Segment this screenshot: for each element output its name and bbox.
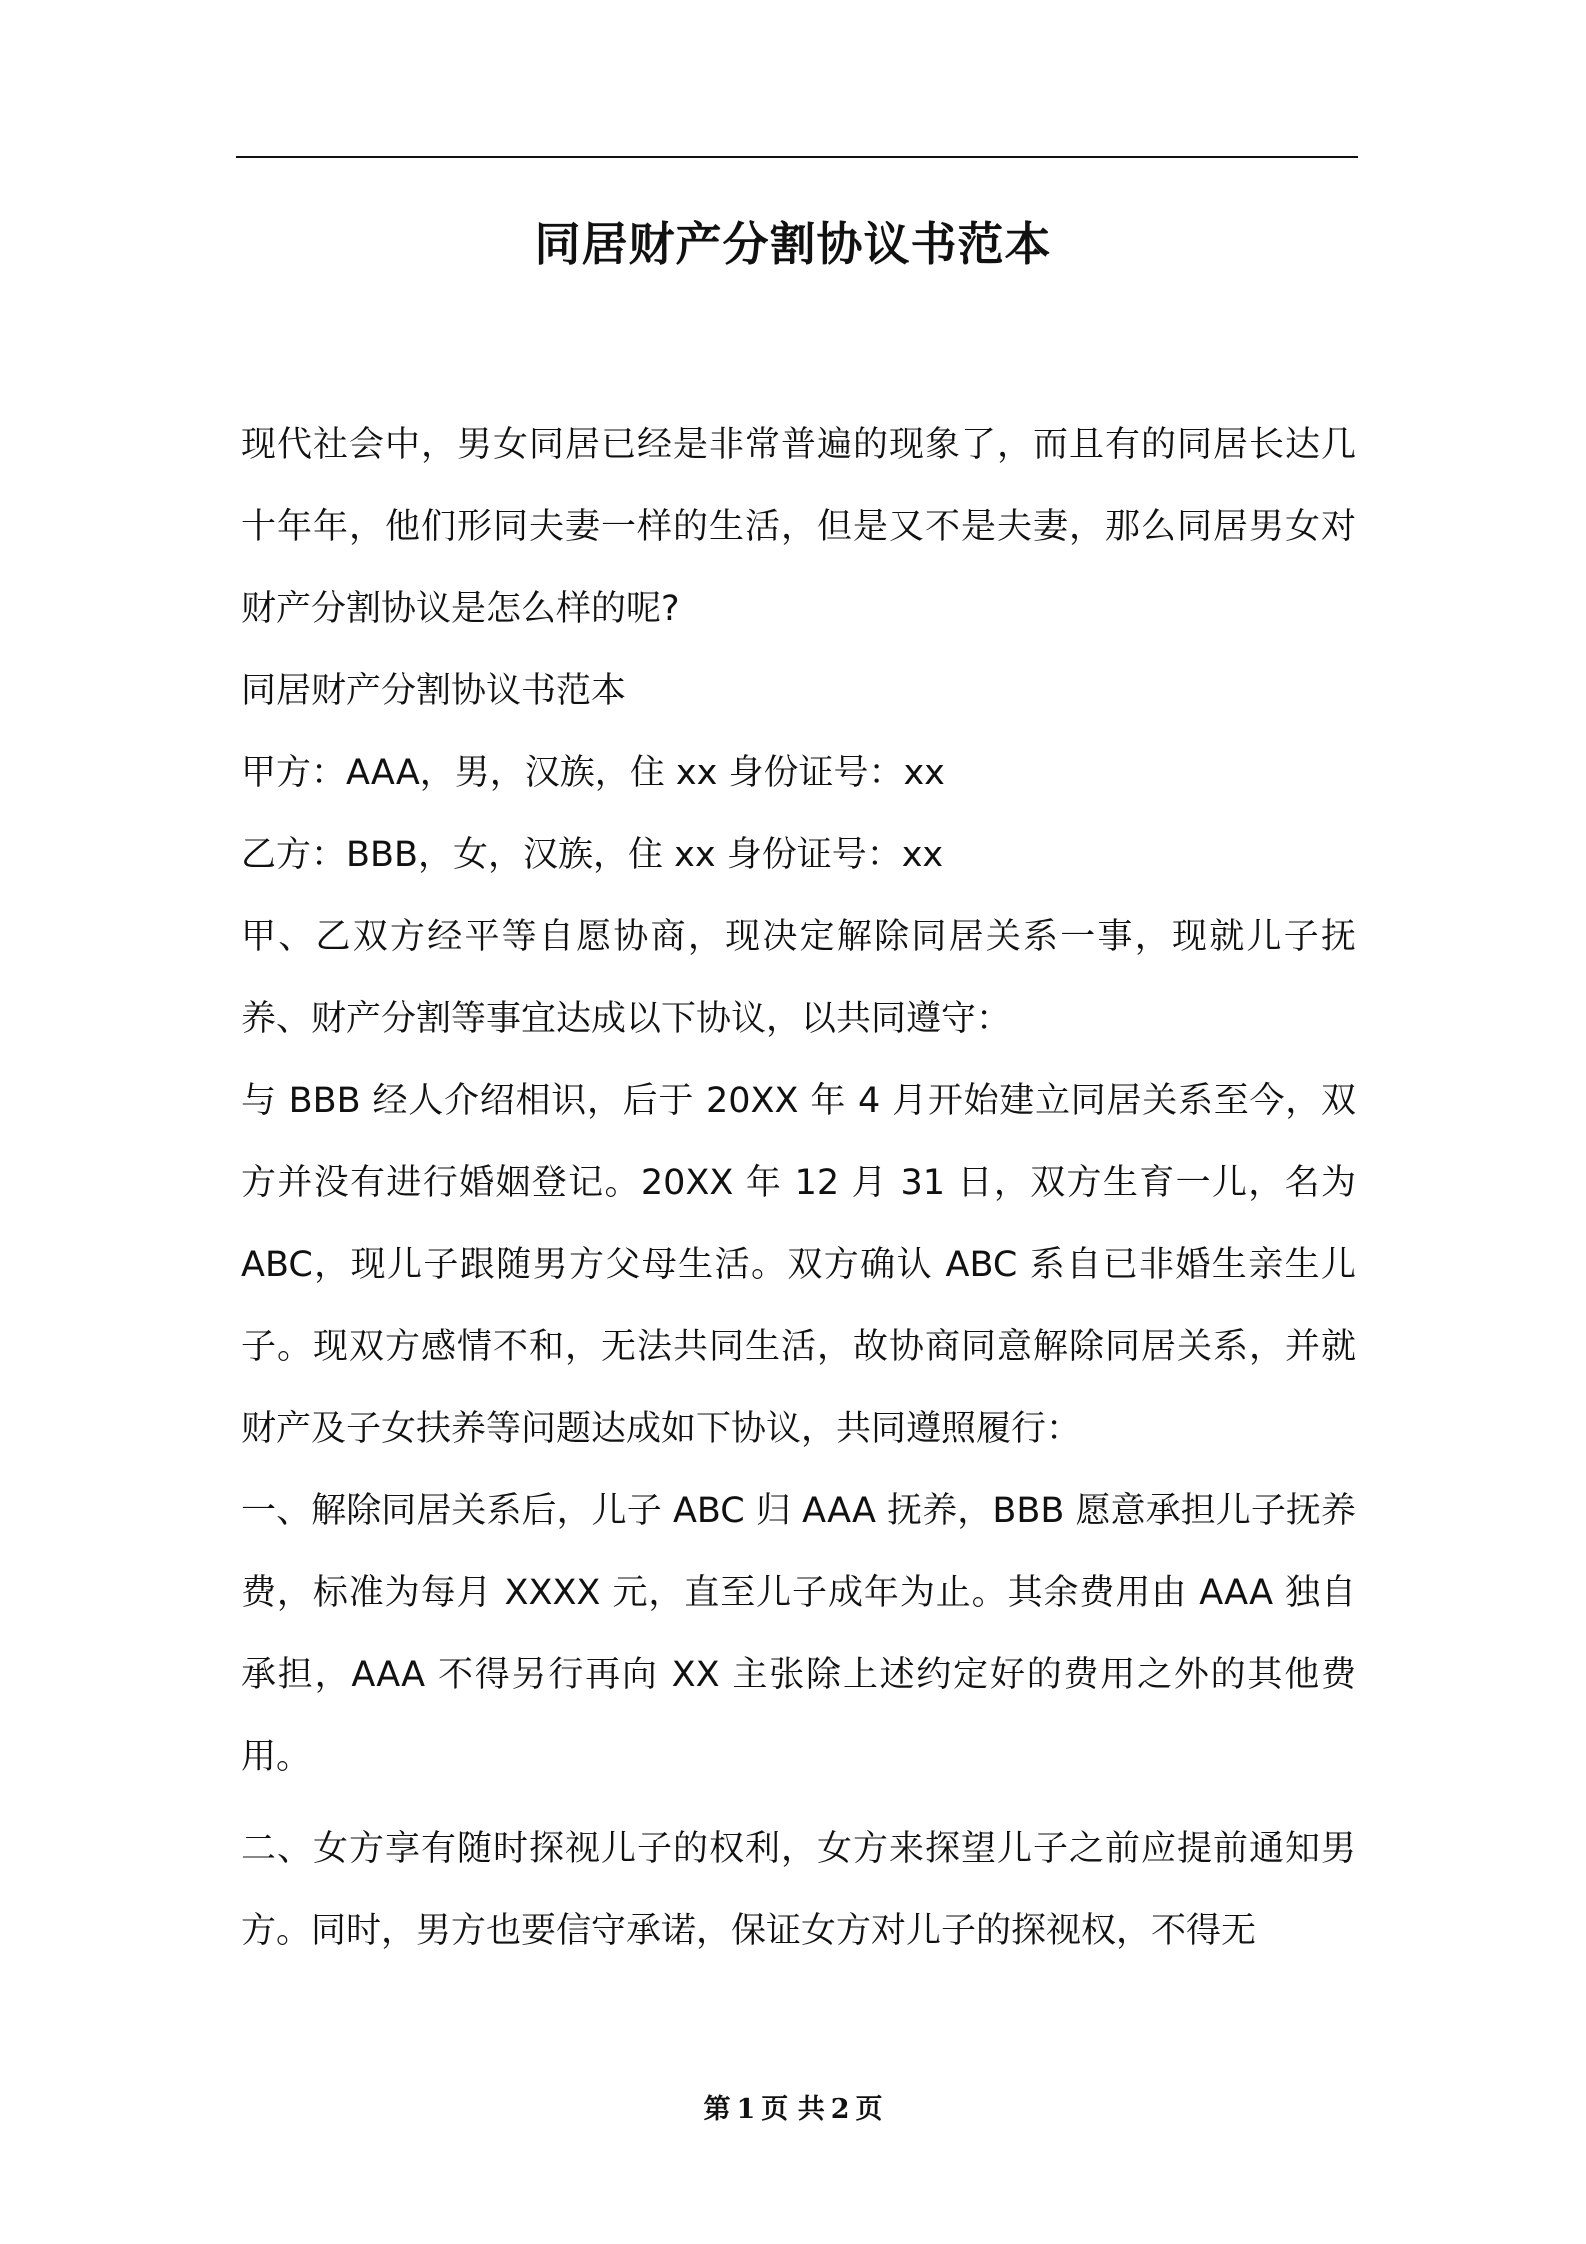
footer-prefix: 第 — [703, 2094, 731, 2125]
paragraph-preamble: 甲、乙双方经平等自愿协商，现决定解除同居关系一事，现就儿子抚养、财产分割等事宜达成以下协议，以共同遵守： — [241, 917, 1356, 1039]
paragraph-clause-2: 二、女方享有随时探视儿子的权利，女方来探望儿子之前应提前通知男方。同时，男方也要信守承诺，保证女方对儿子的探视权，不得无 — [241, 1829, 1356, 1951]
page-footer — [0, 2090, 1586, 2130]
paragraph-party-b: 乙方：BBB，女，汉族，住 xx 身份证号：xx — [241, 835, 944, 875]
footer-middle: 页 共 — [761, 2094, 825, 2125]
document-body — [241, 404, 1356, 1972]
footer-page-number: 1 — [736, 2094, 756, 2125]
footer-total-pages: 2 — [830, 2094, 850, 2125]
header-rule — [236, 156, 1358, 158]
paragraph-party-a: 甲方：AAA，男，汉族，住 xx 身份证号：xx — [241, 753, 945, 793]
paragraph-heading: 同居财产分割协议书范本 — [241, 671, 627, 711]
paragraph-clause-1: 一、解除同居关系后，儿子 ABC 归 AAA 抚养，BBB 愿意承担儿子抚养费，标准为每月 XXXX 元，直至儿子成年为止。其余费用由 AAA 独自承担，AAA 不得另行再向 XX 主张除上述约定好的费用之外的其他费用。 — [241, 1491, 1356, 1777]
footer-suffix: 页 — [855, 2094, 883, 2125]
paragraph-background: 与 BBB 经人介绍相识，后于 20XX 年 4 月开始建立同居关系至今，双方并没有进行婚姻登记。20XX 年 12 月 31 日，双方生育一儿，名为 ABC，现儿子跟随男方父母生活。双方确认 ABC 系自已非婚生亲生儿子。现双方感情不和，无法共同生活，故协商同意解除同居关系，并就财产及子女扶养等问题达成如下协议，共同遵照履行： — [241, 1081, 1356, 1449]
paragraph-intro: 现代社会中，男女同居已经是非常普遍的现象了，而且有的同居长达几十年年，他们形同夫妻一样的生活，但是又不是夫妻，那么同居男女对财产分割协议是怎么样的呢? — [241, 425, 1356, 629]
document-title: 同居财产分割协议书范本 — [534, 217, 1052, 271]
